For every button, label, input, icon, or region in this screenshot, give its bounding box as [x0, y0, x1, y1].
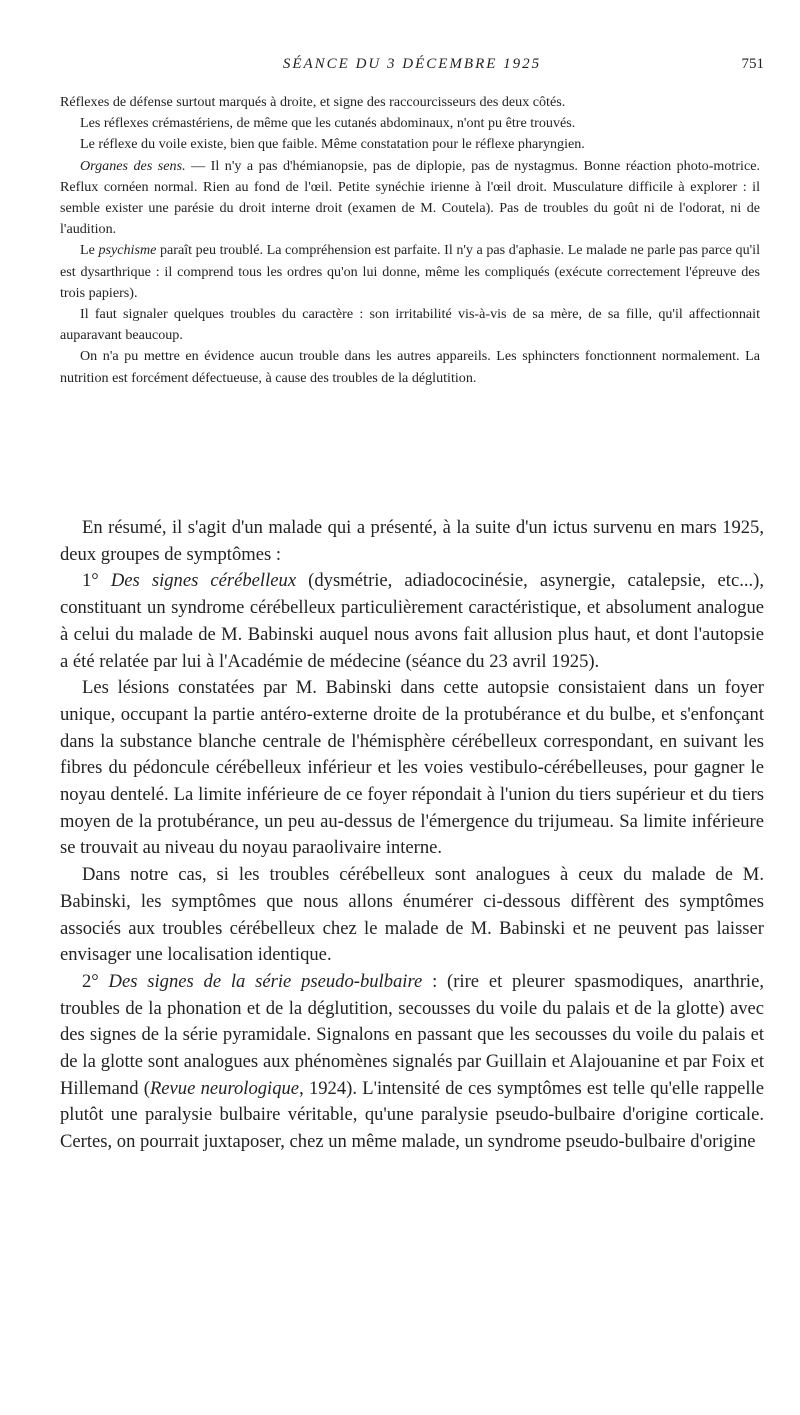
label-organes-sens: Organes des sens.	[80, 157, 186, 174]
journal-title: Revue neurologique	[149, 1077, 300, 1099]
paragraph-reflexe-voile: Le réflexe du voile existe, bien que faible. Même constatation pour le réflexe pharyngien.	[80, 136, 585, 153]
paragraph-signes-cerebelleux	[60, 568, 764, 675]
observation-text	[60, 92, 760, 389]
paragraph-reflexes-defense: Réflexes de défense surtout marqués à droite, et signe des raccourcisseurs des deux côtés.	[60, 94, 566, 110]
page-header	[60, 56, 764, 78]
summary-text	[60, 515, 764, 1156]
paragraph-notre-cas: Dans notre cas, si les troubles cérébelleux sont analogues à ceux du malade de M. Babinski, les symptômes que nous allons énumérer ci-dessous diffèrent des symptômes associés aux troubles cérébelleux chez le malade de M. Babinski et ne peuvent pas laisser envisager une localisation identique.	[60, 864, 764, 966]
running-head: SÉANCE DU 3 DÉCEMBRE 1925	[282, 56, 542, 72]
text-organes-sens: — Il n'y a pas d'hémianopsie, pas de diplopie, pas de nystagmus. Bonne réaction photo-motrice. Reflux cornéen normal. Rien au fond de l'œil. Petite synéchie irienne à l'œil droit. Musculature difficile à explorer : il semble exister une parésie du droit interne droit (examen de M. Coutela). Pas de troubles du goût ni de l'odorat, ni de l'audition.	[60, 157, 760, 238]
text-signes-cerebelleux: (dysmétrie, adiadococinésie, asynergie, catalepsie, etc...), constituant un syndrome cérébelleux particulièrement caractéristique, et absolument analogue à celui du malade de M. Babinski auquel nous avons fait allusion plus haut, et dont l'autopsie a été relatée par lui à l'Académie de médecine (séance du 23 avril 1925).	[60, 570, 764, 672]
label-pseudo-bulbaire: Des signes de la série pseudo-bulbaire	[108, 970, 423, 992]
number-1: 1°	[82, 570, 111, 592]
page-number: 751	[741, 56, 764, 72]
text-pseudo-bulbaire-2: , 1924). L'intensité de ces symptômes est telle qu'elle rappelle plutôt une paralysie bulbaire véritable, qu'une paralysie pseudo-bulbaire d'origine corticale. Certes, on pourrait juxtaposer, chez un même malade, un syndrome pseudo-bulbaire d'origine	[60, 1077, 764, 1153]
paragraph-resume: En résumé, il s'agit d'un malade qui a présenté, à la suite d'un ictus survenu en mars 1925, deux groupes de symptômes :	[60, 517, 764, 565]
label-psychisme: psychisme	[98, 242, 157, 259]
text-psychisme: paraît peu troublé. La compréhension est parfaite. Il n'y a pas d'aphasie. Le malade ne parle pas parce qu'il est dysarthrique : il comprend tous les ordres qu'on lui donne, même les compliqués (exécute correctement l'épreuve des trois papiers).	[60, 242, 760, 301]
paragraph-psychisme	[60, 240, 760, 304]
label-signes-cerebelleux: Des signes cérébelleux	[110, 570, 297, 592]
paragraph-organes-sens	[60, 156, 760, 241]
prefix-psychisme: Le	[80, 242, 99, 259]
paragraph-caractere: Il faut signaler quelques troubles du caractère : son irritabilité vis-à-vis de sa mère, de sa fille, qu'il affectionnait auparavant beaucoup.	[60, 306, 760, 344]
paragraph-autres-appareils: On n'a pu mettre en évidence aucun trouble dans les autres appareils. Les sphincters fonctionnent normalement. La nutrition est forcément défectueuse, à cause des troubles de la déglutition.	[60, 348, 760, 386]
paragraph-reflexes-cremasteriens: Les réflexes crémastériens, de même que les cutanés abdominaux, n'ont pu être trouvés.	[80, 115, 576, 132]
paragraph-lesions: Les lésions constatées par M. Babinski dans cette autopsie consistaient dans un foyer unique, occupant la partie antéro-externe droite de la protubérance et du bulbe, et s'enfonçant dans la substance blanche centrale de l'hémisphère cérébelleux correspondant, en suivant les fibres du pédoncule cérébelleux inférieur et les voies vestibulo-cérébelleuses, pour gagner le noyau dentelé. La limite inférieure de ce foyer répondait à l'union du tiers supérieur et du tiers moyen de la protubérance, un peu au-dessus de l'émergence du trijumeau. Sa limite inférieure se trouvait au niveau du noyau paraolivaire interne.	[60, 677, 764, 859]
text-pseudo-bulbaire-1: : (rire et pleurer spasmodiques, anarthrie, troubles de la phonation et de la déglutition, secousses du voile du palais et de la glotte) avec des signes de la série pyramidale. Signalons en passant que les secousses du voile du palais et de la glotte sont analogues aux phénomènes signalés par Guillain et Alajouanine et par Foix et Hillemand (	[60, 970, 764, 1099]
paragraph-pseudo-bulbaire	[60, 969, 764, 1156]
number-2: 2°	[82, 970, 109, 992]
